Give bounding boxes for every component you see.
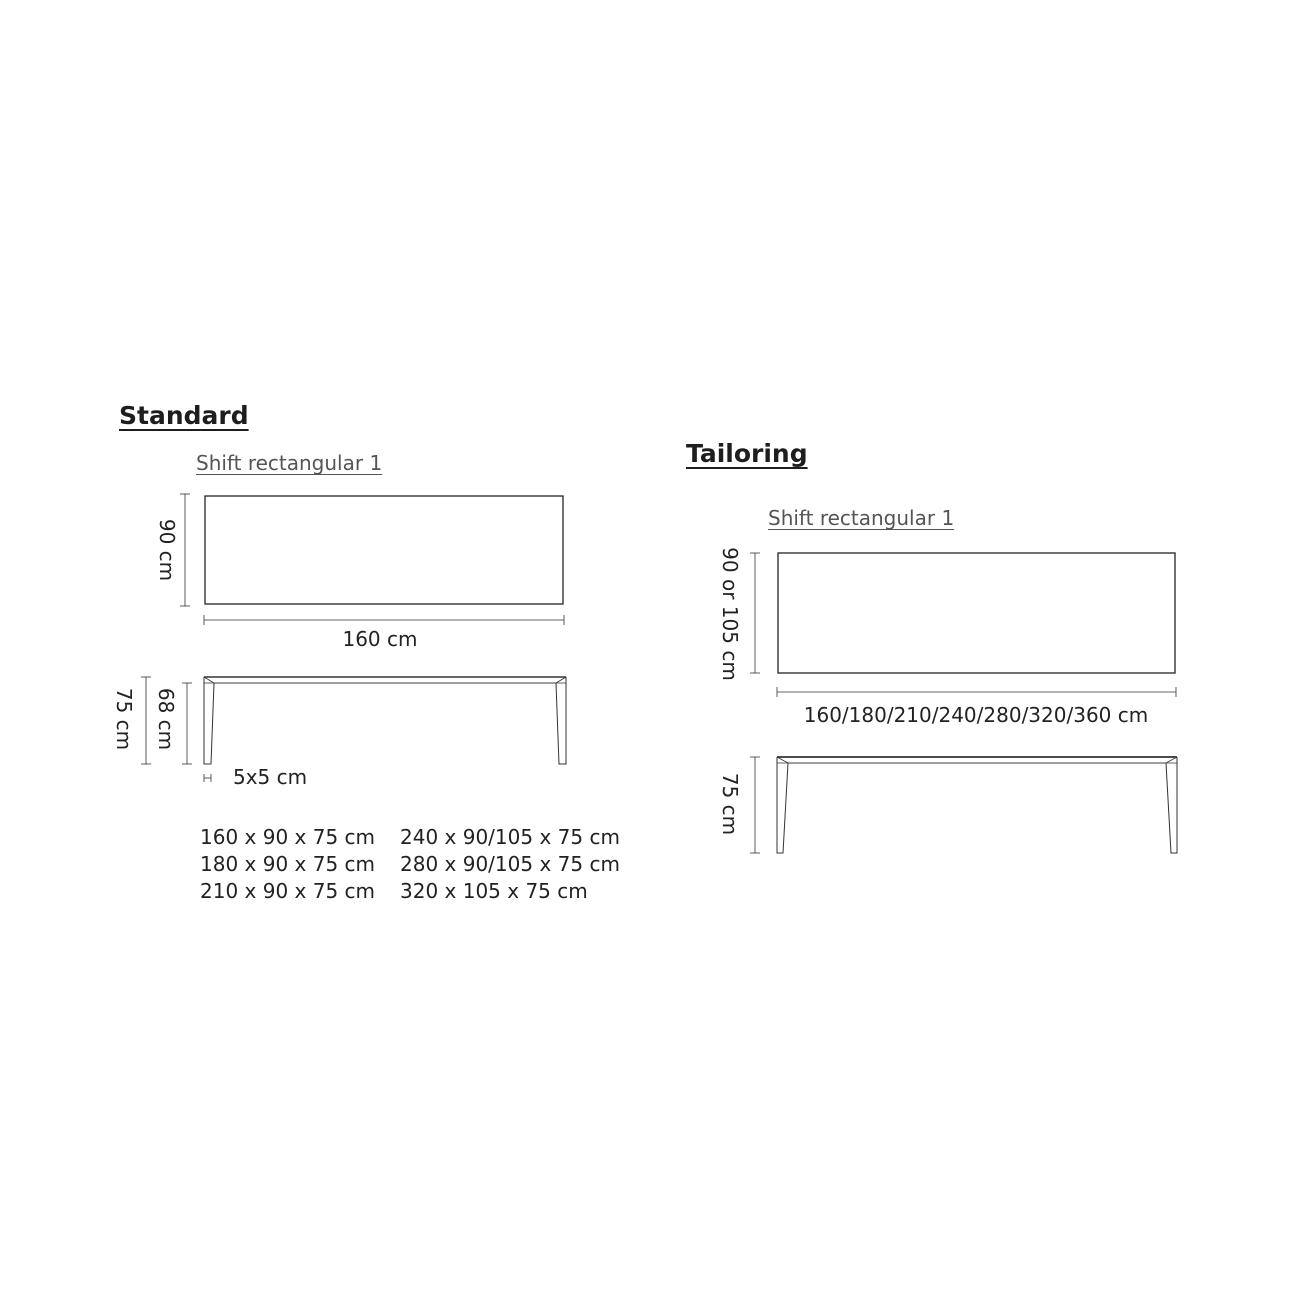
standard-total-height-dimension-line xyxy=(141,677,151,764)
standard-top-view xyxy=(205,496,563,604)
size-item: 240 x 90/105 x 75 cm xyxy=(400,825,620,849)
tailoring-top-view xyxy=(778,553,1175,673)
tailoring-width-label: 160/180/210/240/280/320/360 cm xyxy=(803,703,1149,727)
size-item: 320 x 105 x 75 cm xyxy=(400,879,588,903)
tailoring-subtitle: Shift rectangular 1 xyxy=(768,506,955,530)
tailoring-height-dimension-line xyxy=(750,757,760,853)
standard-leg-height-label: 68 cm xyxy=(154,687,178,751)
standard-depth-dimension-line xyxy=(180,494,190,606)
tailoring-width-dimension-line xyxy=(777,687,1176,697)
tailoring-height-label: 75 cm xyxy=(718,772,742,836)
tailoring-depth-label: 90 or 105 cm xyxy=(718,547,742,681)
size-item: 210 x 90 x 75 cm xyxy=(200,879,376,903)
standard-width-dimension-line xyxy=(204,615,564,625)
standard-width-label: 160 cm xyxy=(342,627,418,651)
standard-total-height-label: 75 cm xyxy=(112,687,136,751)
standard-leg-section-dimension-line xyxy=(204,774,211,782)
standard-side-view xyxy=(204,677,566,764)
size-item: 180 x 90 x 75 cm xyxy=(200,852,376,876)
standard-heading: Standard xyxy=(119,401,249,430)
standard-depth-label: 90 cm xyxy=(155,518,179,582)
standard-subtitle: Shift rectangular 1 xyxy=(196,451,383,475)
size-item: 280 x 90/105 x 75 cm xyxy=(400,852,620,876)
tailoring-depth-dimension-line xyxy=(750,553,760,673)
size-item: 160 x 90 x 75 cm xyxy=(200,825,376,849)
tailoring-side-view xyxy=(777,757,1177,853)
standard-leg-height-dimension-line xyxy=(182,683,192,764)
tailoring-heading: Tailoring xyxy=(686,439,808,468)
standard-leg-section-label: 5x5 cm xyxy=(233,765,308,789)
